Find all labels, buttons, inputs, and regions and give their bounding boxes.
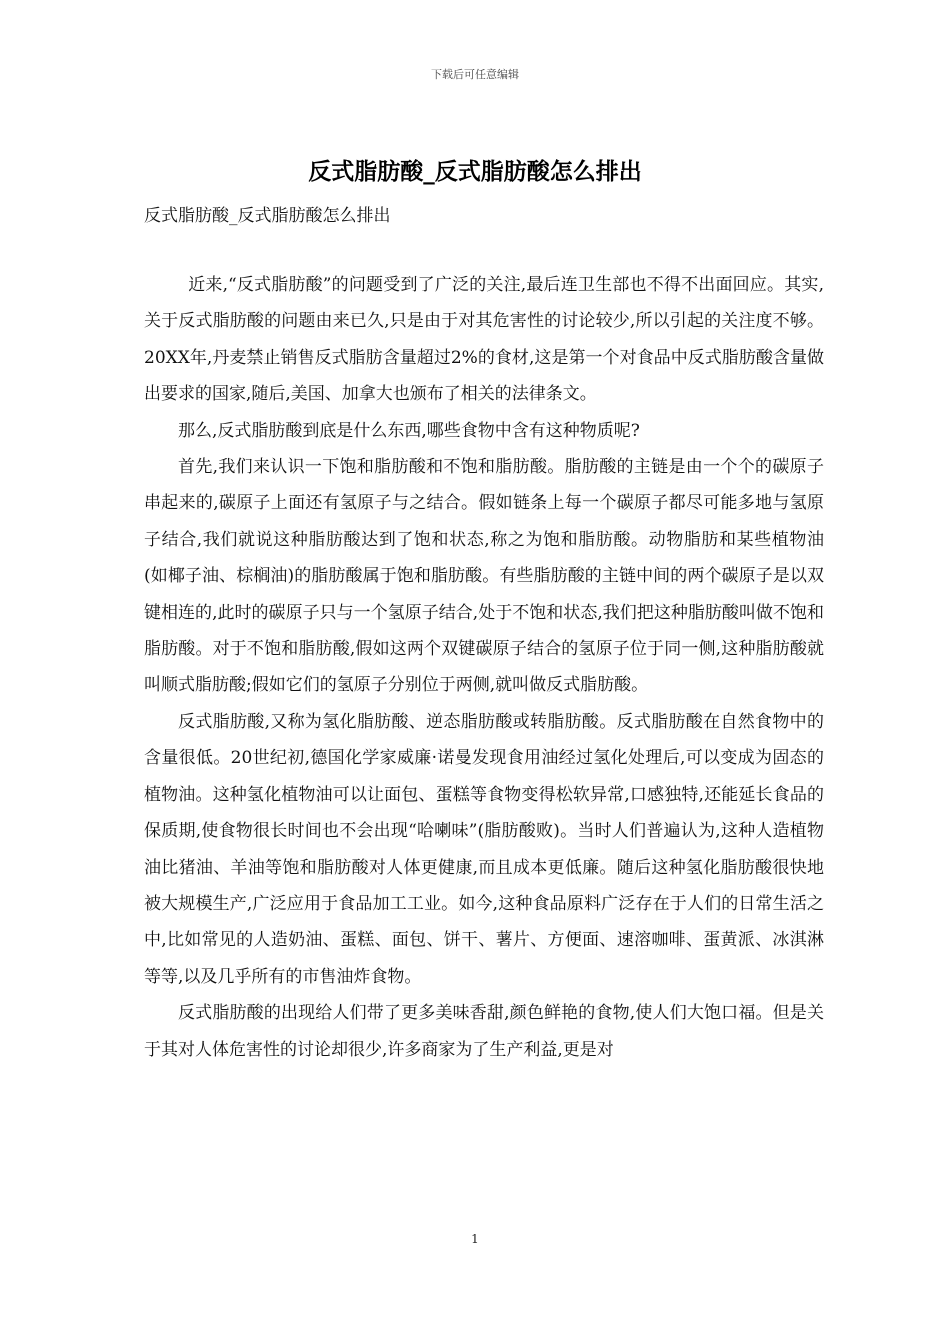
- document-subtitle: 反式脂肪酸_反式脂肪酸怎么排出: [144, 206, 391, 226]
- paragraph: 反式脂肪酸的出现给人们带了更多美味香甜,颜色鲜艳的食物,使人们大饱口福。但是关于其对人体危害性的讨论却很少,许多商家为了生产利益,更是对: [144, 1003, 824, 1060]
- paragraph: 近来,“反式脂肪酸”的问题受到了广泛的关注,最后连卫生部也不得不出面回应。其实,关于反式脂肪酸的问题由来已久,只是由于对其危害性的讨论较少,所以引起的关注度不够。20XX年,丹麦禁止销售反式脂肪含量超过2%的食材,这是第一个对食品中反式脂肪酸含量做出要求的国家,随后,美国、加拿大也颁布了相关的法律条文。: [144, 275, 824, 405]
- document-body: [144, 267, 824, 1068]
- paragraph: 首先,我们来认识一下饱和脂肪酸和不饱和脂肪酸。脂肪酸的主链是由一个个的碳原子串起来的,碳原子上面还有氢原子与之结合。假如链条上每一个碳原子都尽可能多地与氢原子结合,我们就说这种脂肪酸达到了饱和状态,称之为饱和脂肪酸。动物脂肪和某些植物油(如椰子油、棕榈油)的脂肪酸属于饱和脂肪酸。有些脂肪酸的主链中间的两个碳原子是以双键相连的,此时的碳原子只与一个氢原子结合,处于不饱和状态,我们把这种脂肪酸叫做不饱和脂肪酸。对于不饱和脂肪酸,假如这两个双键碳原子结合的氢原子位于同一侧,这种脂肪酸就叫顺式脂肪酸;假如它们的氢原子分别位于两侧,就叫做反式脂肪酸。: [144, 457, 824, 696]
- paragraph: 那么,反式脂肪酸到底是什么东西,哪些食物中含有这种物质呢?: [178, 420, 640, 441]
- document-title: 反式脂肪酸_反式脂肪酸怎么排出: [308, 158, 642, 185]
- page-number: 1: [471, 1232, 479, 1246]
- page-header: 下载后可任意编辑: [431, 68, 519, 81]
- paragraph: 反式脂肪酸,又称为氢化脂肪酸、逆态脂肪酸或转脂肪酸。反式脂肪酸在自然食物中的含量很低。20世纪初,德国化学家威廉·诺曼发现食用油经过氢化处理后,可以变成为固态的植物油。这种氢化植物油可以让面包、蛋糕等食物变得松软异常,口感独特,还能延长食品的保质期,使食物很长时间也不会出现“哈喇味”(脂肪酸败)。当时人们普遍认为,这种人造植物油比猪油、羊油等饱和脂肪酸对人体更健康,而且成本更低廉。随后这种氢化脂肪酸很快地被大规模生产,广泛应用于食品加工工业。如今,这种食品原料广泛存在于人们的日常生活之中,比如常见的人造奶油、蛋糕、面包、饼干、薯片、方便面、速溶咖啡、蛋黄派、冰淇淋等等,以及几乎所有的市售油炸食物。: [144, 711, 824, 987]
